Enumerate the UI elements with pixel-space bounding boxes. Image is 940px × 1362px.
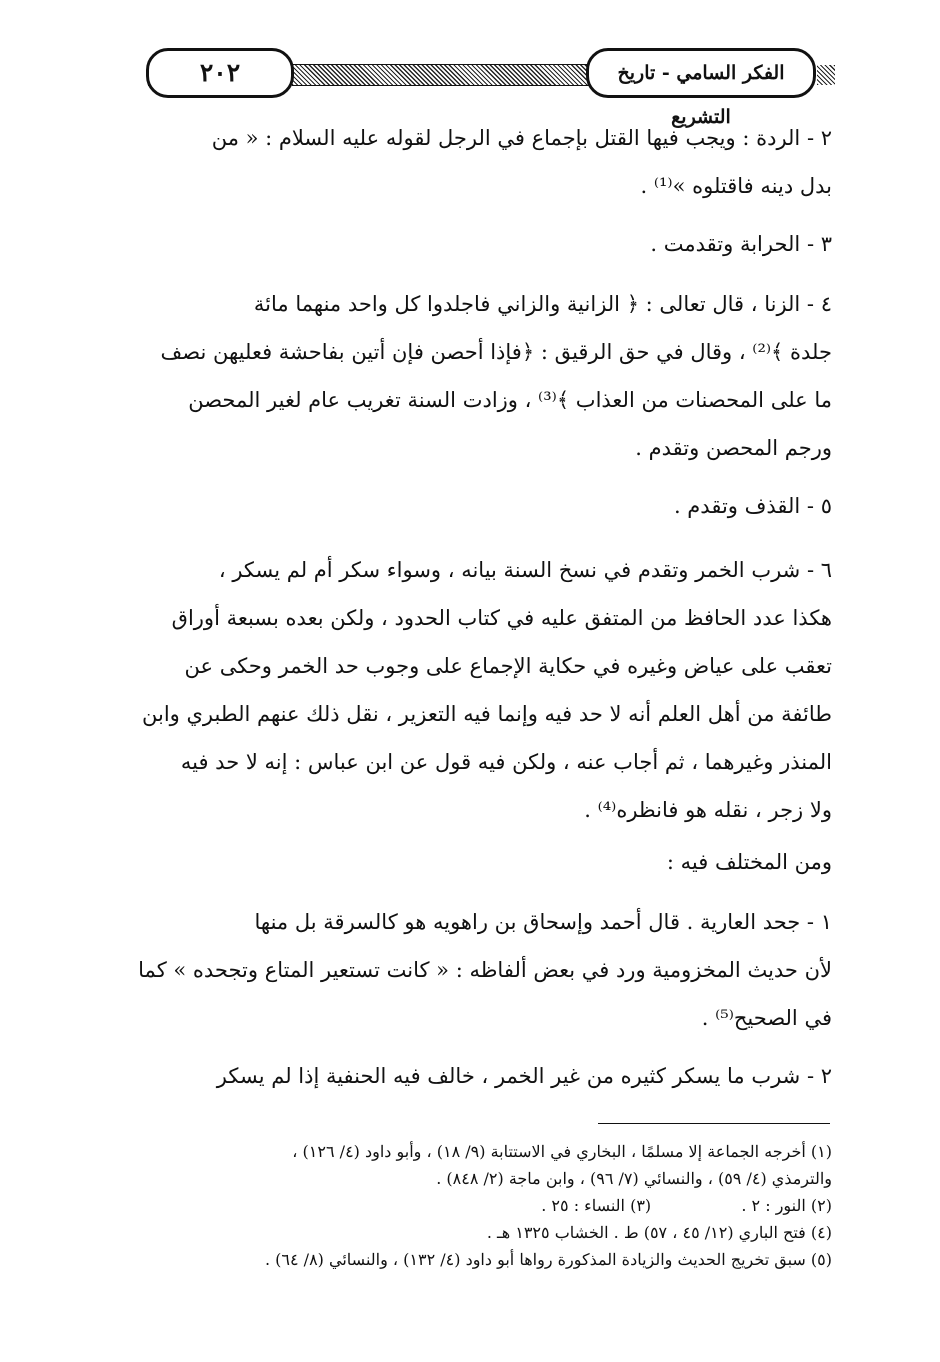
page-header <box>86 46 846 128</box>
footnote-2-3 <box>88 1192 832 1219</box>
text-line: ١ - جحد العارية . قال أحمد وإسحاق بن راهويه هو كالسرقة بل منها <box>254 910 832 934</box>
paragraph-intoxicants <box>88 1052 832 1100</box>
text-line: جلدة ﴾⁽²⁾ ، وقال في حق الرقيق : ﴿فإذا أحصن فإن أتين بفاحشة فعليهن نصف <box>160 340 832 364</box>
paragraph-disputed-heading <box>88 838 832 886</box>
footnote-1: (١) أخرجه الجماعة إلا مسلمًا ، البخاري في الاستتابة (٩/ ١٨) ، وأبو داود (٤/ ١٢٦) ، <box>292 1142 832 1161</box>
text-line: ٣ - الحرابة وتقدمت . <box>650 232 832 256</box>
header-hatch-middle <box>292 64 622 86</box>
text-line: ما على المحصنات من العذاب ﴾⁽³⁾ ، وزادت السنة تغريب عام لغير المحصن <box>188 388 832 412</box>
footnote-5: (٥) سبق تخريج الحديث والزيادة المذكورة رواها أبو داود (٤/ ١٣٢) ، والنسائي (٨/ ٦٤) . <box>264 1250 832 1269</box>
text-line: بدل دينه فاقتلوه »⁽¹⁾ . <box>640 174 832 198</box>
text-line: ولا زجر ، نقله هو فانظره⁽⁴⁾ . <box>584 798 832 822</box>
text-line: ومن المختلف فيه : <box>666 850 832 874</box>
footnotes <box>88 1138 832 1273</box>
paragraph-apostasy <box>88 114 832 210</box>
footnote-4: (٤) فتح الباري (١٢/ ٤٥ ، ٥٧) ط . الخشاب ١٣٢٥ هـ . <box>486 1223 832 1242</box>
text-line: هكذا عدد الحافظ من المتفق عليه في كتاب الحدود ، ولكن بعده بسبعة أوراق <box>171 606 832 630</box>
running-title: الفكر السامي - تاريخ التشريع <box>586 48 816 98</box>
footnote-3: (٣) النساء : ٢٥ . <box>541 1196 652 1215</box>
text-line: لأن حديث المخزومية ورد في بعض ألفاظه : « كانت تستعير المتاع وتجحده » كما <box>138 958 832 982</box>
text-line: تعقب على عياض وغيره في حكاية الإجماع على وجوب حد الخمر وحكى عن <box>184 654 832 678</box>
paragraph-ariyah <box>88 898 832 1042</box>
page-number: ٢٠٢ <box>146 48 294 98</box>
footnote-separator <box>598 1123 830 1124</box>
paragraph-zina <box>88 280 832 472</box>
text-line: ٤ - الزنا ، قال تعالى : ﴿ الزانية والزاني فاجلدوا كل واحد منهما مائة <box>253 292 832 316</box>
text-line: ٦ - شرب الخمر وتقدم في نسخ السنة بيانه ، وسواء سكر أم لم يسكر ، <box>218 558 832 582</box>
text-line: ٢ - الردة : ويجب فيها القتل بإجماع في الرجل لقوله عليه السلام : « من <box>211 126 832 150</box>
text-line: طائفة من أهل العلم أنه لا حد فيه وإنما فيه التعزير ، نقل ذلك عنهم الطبري وابن <box>142 702 832 726</box>
footnote-2: (٢) النور : ٢ . <box>741 1196 832 1215</box>
footnote-1-cont: والترمذي (٤/ ٥٩) ، والنسائي (٧/ ٩٦) ، وابن ماجة (٢/ ٨٤٨) . <box>436 1169 832 1188</box>
text-line: ٥ - القذف وتقدم . <box>673 494 832 518</box>
paragraph-khamr <box>88 546 832 834</box>
paragraph-hirabah <box>88 220 832 268</box>
text-line: ٢ - شرب ما يسكر كثيره من غير الخمر ، خالف فيه الحنفية إذا لم يسكر <box>216 1064 832 1088</box>
paragraph-qadhf <box>88 482 832 530</box>
text-line: المنذر وغيرهما ، ثم أجاب عنه ، ولكن فيه قول عن ابن عباس : إنه لا حد فيه <box>180 750 832 774</box>
text-line: ورجم المحصن وتقدم . <box>635 436 832 460</box>
text-line: في الصحيح⁽⁵⁾ . <box>701 1006 832 1030</box>
